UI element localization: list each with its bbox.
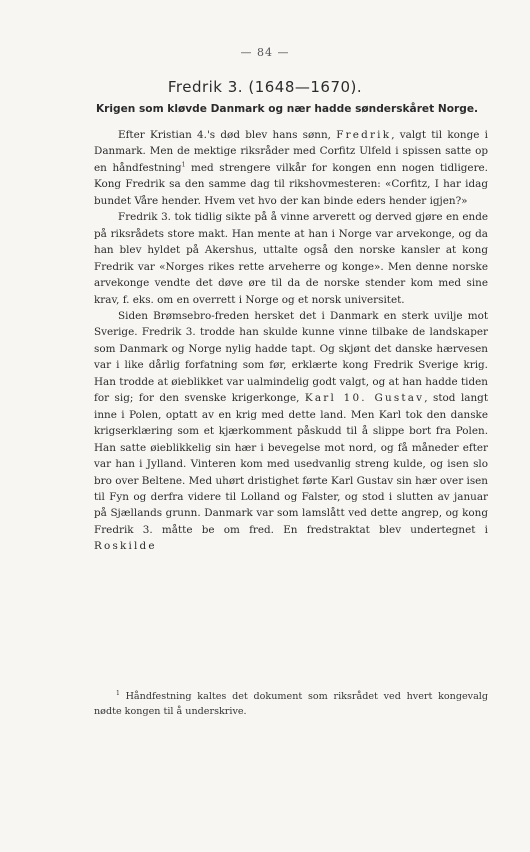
paragraph-1-text-b: , valgt til konge i Danmark. Men de mektige riksråder med Corfitz Ulfeld i spissen satte op en håndfestning [94,129,488,174]
paragraph-1-text-c: med strengere vilkår for kongen enn nogen tidligere. Kong Fredrik sa den samme dag til rikshovmesteren: «Corfitz, I har idag bundet Våre hender. Hvem vet hvo der kan binde eders hender igjen?» [94,161,488,207]
chapter-subtitle: Krigen som kløvde Danmark og nær hadde sønderskåret Norge. [95,103,479,115]
body-text [94,127,488,555]
chapter-title: Fredrik 3. (1648—1670). [167,78,363,96]
paragraph-3-text-a: Siden Brømsebro-freden hersket det i Danmark en sterk uvilje mot Sverige. Fredrik 3. trodde han skulde kunne vinne tilbake de landskaper som Danmark og Norge nylig hadde tapt. Og skjønt det danske hærvesen var i like dårlig forfatning som før, erklærte kong Fredrik Sverige krig. Han trodde at øieblikket var ualmindelig godt valgt, og at han hadde tiden for sig; for den svenske krigerkonge, [94,309,488,405]
footnote-reference: 1 [181,161,186,169]
paragraph-3 [94,308,488,555]
footnote-text: Håndfestning kaltes det dokument som riksrådet ved hvert kongevalg nødte kongen til å underskrive. [94,691,488,717]
paragraph-2: Fredrik 3. tok tidlig sikte på å vinne arverett og derved gjøre en ende på riksrådets store makt. Han mente at han i Norge var arvekonge, og da han blev hyldet på Akershus, uttalte også den norske kansler at kong Fredrik var «Norges rikes rette arveherre og konge». Men denne norske arvekonge vendte det døve øre til da de norske stender kom med sine krav, f. eks. om en overrett i Norge og et norsk universitet. [94,211,488,306]
place-name-roskilde: Roskilde [94,540,157,553]
king-name-karl-gustav: Karl 10. Gustav [304,392,425,405]
paragraph-1 [94,127,488,209]
footnote-marker: 1 [116,689,120,697]
footnote [94,689,488,719]
footnote-paragraph [94,689,488,719]
paragraph-3-text-b: , stod langt inne i Polen, optatt av en krig med dette land. Men Karl tok den danske krigserklæring som et kjærkomment påskudd til å slippe bort fra Polen. Han satte øieblikkelig sin hær i bevegelse mot nord, og få måneder efter var han i Jylland. Vinteren kom med usedvanlig streng kulde, og isen slo bro over Beltene. Med uhørt dristighet førte Karl Gustav sin hær over isen til Fyn og derfra videre til Lolland og Falster, og stod i slutten av januar på Sjællands grunn. Danmark var som lamslått ved dette angrep, og kong Fredrik 3. måtte be om fred. En fredstraktat blev undertegnet i [94,392,488,536]
king-name-fredrik: Fredrik [336,129,392,141]
page-number: — 84 — [240,46,290,59]
paragraph-1-text-a: Efter Kristian 4.'s død blev hans sønn, [118,129,337,141]
